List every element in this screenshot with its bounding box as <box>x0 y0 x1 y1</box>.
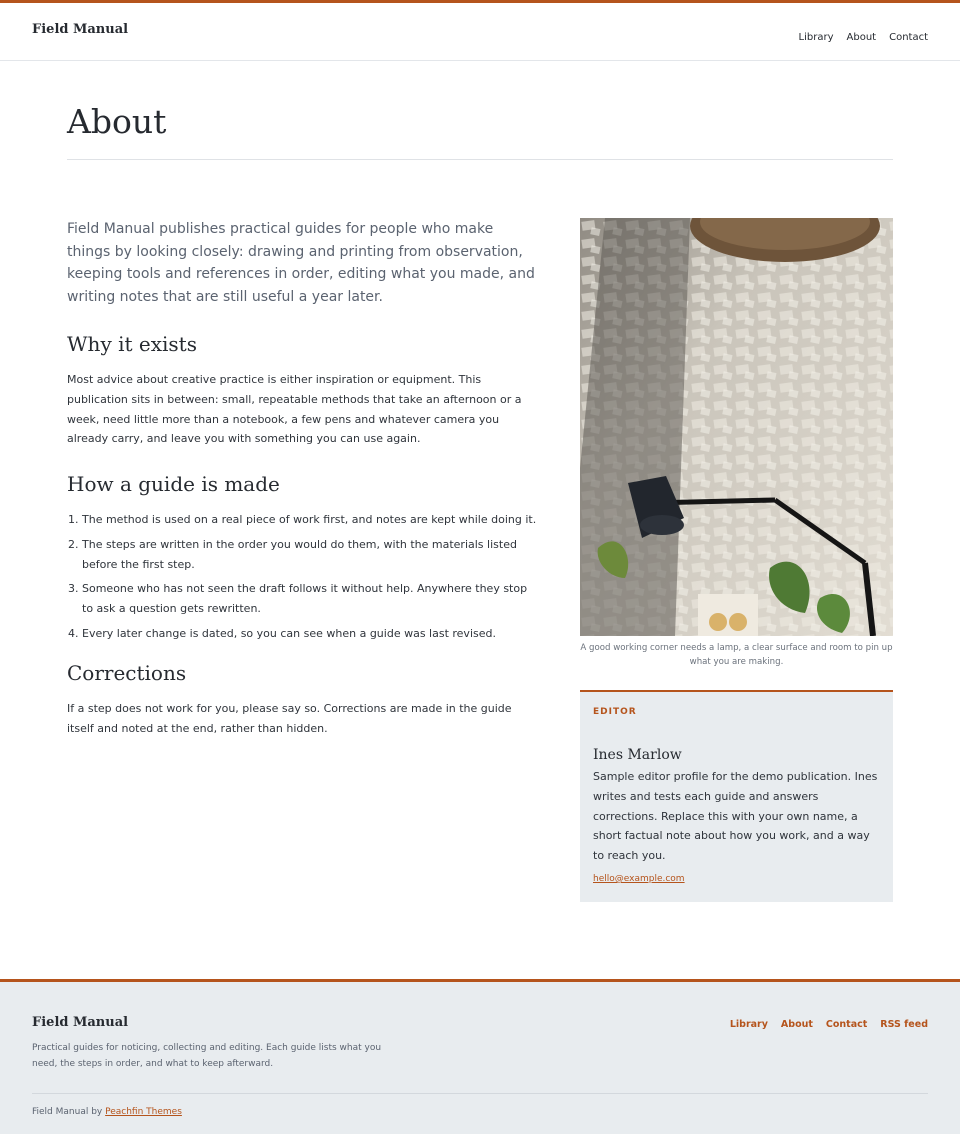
nav-about-link[interactable]: About <box>846 32 877 43</box>
editor-label: EDITOR <box>593 707 637 717</box>
footer-nav <box>730 1019 928 1030</box>
editor-name: Ines Marlow <box>593 747 682 763</box>
why-heading: Why it exists <box>67 332 197 357</box>
editor-bio: Sample editor profile for the demo publication. Ines writes and tests each guide and answers corrections. Replace this with your own name, a short factual note about how you work, and a way to reach you. <box>593 770 878 863</box>
lamp-illustration <box>580 218 893 636</box>
footer-library-link[interactable]: Library <box>729 1019 768 1030</box>
site-header <box>0 3 960 61</box>
how-heading: How a guide is made <box>67 472 280 497</box>
site-footer <box>0 979 960 1134</box>
about-content <box>67 218 539 739</box>
footer-brand: Field Manual <box>32 1015 129 1030</box>
steps-list <box>67 510 539 643</box>
step-item: 3. Someone who has not seen the draft follows it without help. Anywhere they stop to ask a question gets rewritten. <box>82 579 539 618</box>
footer-rss-link[interactable]: RSS feed <box>880 1019 928 1030</box>
nav-contact-link[interactable]: Contact <box>889 32 928 43</box>
step-item: 4. Every later change is dated, so you can see when a guide was last revised. <box>82 624 539 644</box>
main-nav <box>799 32 928 43</box>
footer-divider <box>32 1093 928 1094</box>
theme-credit-link[interactable]: Peachfin Themes <box>105 1107 182 1117</box>
credit-prefix: Field Manual by <box>32 1107 103 1117</box>
step-item: 1. The method is used on a real piece of work first, and notes are kept while doing it. <box>82 510 539 530</box>
lead-paragraph: Field Manual publishes practical guides for people who make things by looking closely: drawing and printing from observation, keeping tools and references in order, editing what you made, and writing notes that are still useful a year later. <box>67 221 535 305</box>
title-divider <box>67 159 893 160</box>
step-item: 2. The steps are written in the order you would do them, with the materials listed before the first step. <box>82 535 539 574</box>
editor-card <box>580 690 893 902</box>
why-paragraph: Most advice about creative practice is either inspiration or equipment. This publication sits in between: small, repeatable methods that take an afternoon or a week, need little more than a notebook, a few pens and whatever camera you already carry, and leave you with something you can use again. <box>67 373 522 446</box>
photo-caption: A good working corner needs a lamp, a clear surface and room to pin up what you are making. <box>580 643 893 667</box>
footer-credit <box>32 1107 182 1117</box>
footer-description: Practical guides for noticing, collecting and editing. Each guide lists what you need, the steps in order, and what to keep afterward. <box>32 1043 382 1069</box>
sidebar <box>580 218 893 884</box>
workspace-photo <box>580 218 893 636</box>
nav-library-link[interactable]: Library <box>798 32 834 43</box>
corrections-heading: Corrections <box>67 661 187 686</box>
page-title: About <box>67 102 167 141</box>
site-brand-link[interactable]: Field Manual <box>32 22 129 37</box>
editor-email-link[interactable]: hello@example.com <box>593 873 685 884</box>
corrections-paragraph: If a step does not work for you, please say so. Corrections are made in the guide itself and noted at the end, rather than hidden. <box>67 702 512 736</box>
footer-about-link[interactable]: About <box>780 1019 813 1030</box>
footer-contact-link[interactable]: Contact <box>825 1019 868 1030</box>
